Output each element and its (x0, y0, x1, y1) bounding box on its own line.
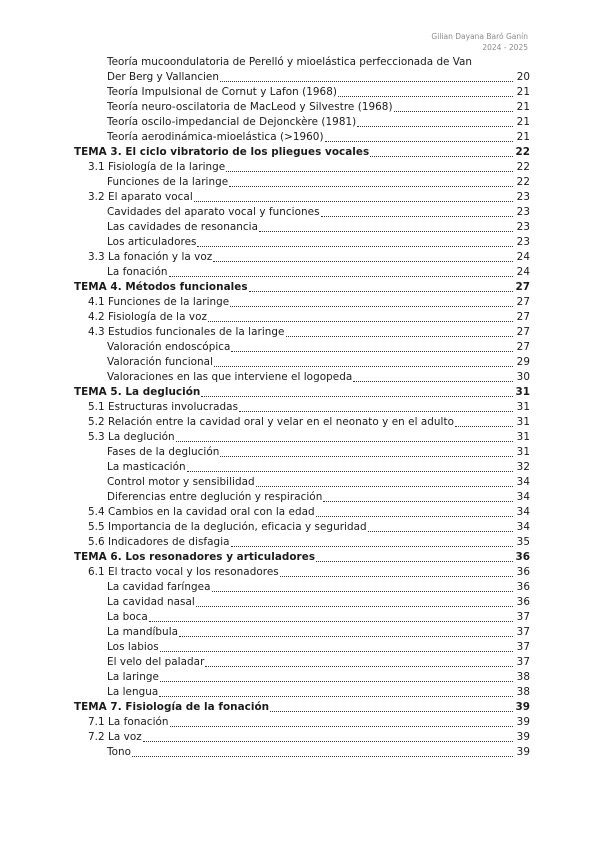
toc-entry-page: 31 (515, 386, 530, 398)
dot-leader (220, 456, 513, 457)
toc-entry-page: 34 (516, 476, 530, 488)
toc-subsection-entry[interactable] (74, 130, 530, 145)
toc-entry-page: 27 (516, 311, 530, 323)
toc-entry-page: 38 (516, 671, 530, 683)
toc-entry-label: Los labios (107, 641, 159, 653)
toc-subsection-entry[interactable] (74, 460, 530, 475)
dot-leader (280, 576, 513, 577)
dot-leader (370, 156, 513, 157)
toc-entry-label: 6.1 El tracto vocal y los resonadores (88, 566, 279, 578)
author-name: Gilian Dayana Baró Ganín (431, 32, 528, 41)
toc-entry-page: 21 (516, 86, 530, 98)
toc-entry-label: TEMA 7. Fisiología de la fonación (74, 701, 270, 713)
dot-leader (194, 201, 513, 202)
toc-entry-label: Teoría neuro-oscilatoria de MacLeod y Silvestre (1968) (107, 101, 393, 113)
dot-leader (196, 606, 513, 607)
dot-leader (231, 546, 513, 547)
dot-leader (338, 96, 513, 97)
toc-section-entry[interactable] (74, 325, 530, 340)
toc-subsection-entry[interactable] (74, 625, 530, 640)
dot-leader (325, 141, 513, 142)
toc-entry-label: 7.1 La fonación (88, 716, 169, 728)
toc-entry-page: 36 (516, 596, 530, 608)
dot-leader (357, 126, 513, 127)
dot-leader (368, 531, 513, 532)
toc-section-entry[interactable] (74, 310, 530, 325)
toc-entry-page: 31 (516, 446, 530, 458)
toc-entry-label: La cavidad nasal (107, 596, 195, 608)
toc-subsection-entry[interactable] (74, 685, 530, 700)
toc-section-entry[interactable] (74, 295, 530, 310)
toc-entry-page: 21 (516, 101, 530, 113)
toc-entry-label: 7.2 La voz (88, 731, 142, 743)
toc-entry-label: 5.6 Indicadores de disfagia (88, 536, 230, 548)
toc-section-entry[interactable] (74, 160, 530, 175)
toc-entry-label: Funciones de la laringe (107, 176, 229, 188)
dot-leader (170, 726, 513, 727)
dot-leader (353, 381, 513, 382)
toc-entry-label: Teoría aerodinámica-mioelástica (>1960) (107, 131, 324, 143)
toc-subsection-entry[interactable] (74, 175, 530, 190)
toc-section-entry[interactable] (74, 730, 530, 745)
toc-entry-label: 5.1 Estructuras involucradas (88, 401, 239, 413)
toc-entry-label: Fases de la deglución (107, 446, 220, 458)
toc-entry-label: Teoría oscilo-impedancial de Dejonckère (1981) (107, 116, 357, 128)
toc-entry-label: Valoración endoscópica (107, 341, 231, 353)
toc-entry-label: 4.3 Estudios funcionales de la laringe (88, 326, 285, 338)
toc-subsection-entry[interactable] (74, 205, 530, 220)
toc-entry-label: El velo del paladar (107, 656, 205, 668)
dot-leader (220, 81, 513, 82)
dot-leader (226, 171, 513, 172)
toc-entry-page: 23 (516, 191, 530, 203)
toc-section-entry[interactable] (74, 535, 530, 550)
toc-chapter-entry[interactable] (74, 385, 530, 400)
toc-entry-label: TEMA 3. El ciclo vibratorio de los pliegues vocales (74, 146, 370, 158)
toc-entry-page: 22 (515, 146, 530, 158)
toc-entry-page: 36 (516, 581, 530, 593)
toc-chapter-entry[interactable] (74, 550, 530, 565)
toc-entry-label: Control motor y sensibilidad (107, 476, 255, 488)
toc-entry-page: 27 (516, 296, 530, 308)
toc-subsection-entry[interactable] (74, 265, 530, 280)
toc-chapter-entry[interactable] (74, 700, 530, 715)
dot-leader (230, 306, 513, 307)
academic-year: 2024 - 2025 (482, 43, 528, 52)
toc-entry-page: 34 (516, 521, 530, 533)
dot-leader (394, 111, 513, 112)
toc-chapter-entry[interactable] (74, 280, 530, 295)
dot-leader (259, 231, 513, 232)
dot-leader (212, 591, 513, 592)
dot-leader (270, 711, 513, 712)
toc-entry-label: TEMA 4. Métodos funcionales (74, 281, 248, 293)
toc-entry-page: 31 (516, 401, 530, 413)
toc-entry-page: 21 (516, 116, 530, 128)
toc-entry-page: 31 (516, 416, 530, 428)
dot-leader (179, 636, 513, 637)
toc-entry-label: TEMA 5. La deglución (74, 386, 201, 398)
toc-entry-page: 20 (516, 71, 530, 83)
dot-leader (197, 246, 513, 247)
toc-entry-page: 34 (516, 506, 530, 518)
toc-chapter-entry[interactable] (74, 145, 530, 160)
toc-entry-label: La boca (107, 611, 148, 623)
toc-entry-page: 22 (516, 176, 530, 188)
toc-subsection-entry[interactable] (74, 220, 530, 235)
toc-entry[interactable] (74, 55, 530, 85)
toc-section-entry[interactable] (74, 505, 530, 520)
toc-subsection-entry[interactable] (74, 370, 530, 385)
toc-entry-label: La laringe (107, 671, 159, 683)
dot-leader (249, 291, 513, 292)
toc-subsection-entry[interactable] (74, 745, 530, 760)
toc-section-entry[interactable] (74, 415, 530, 430)
toc-entry-page: 36 (515, 551, 530, 563)
toc-entry-label: La lengua (107, 686, 159, 698)
toc-entry-page: 27 (516, 326, 530, 338)
toc-entry-label: Tono (107, 746, 132, 758)
toc-entry-page: 29 (516, 356, 530, 368)
toc-entry-page: 24 (516, 266, 530, 278)
dot-leader (160, 681, 513, 682)
toc-subsection-entry[interactable] (74, 445, 530, 460)
toc-entry-page: 27 (515, 281, 530, 293)
dot-leader (229, 186, 513, 187)
dot-leader (143, 741, 513, 742)
toc-entry-page: 37 (516, 626, 530, 638)
toc-entry-page: 23 (516, 206, 530, 218)
dot-leader (213, 261, 513, 262)
dot-leader (239, 411, 513, 412)
toc-entry-label-line1: Teoría mucoondulatoria de Perelló y mioelástica perfeccionada de Van (107, 56, 472, 68)
toc-entry-page: 39 (516, 716, 530, 728)
toc-entry-label: Diferencias entre deglución y respiración (107, 491, 323, 503)
toc-entry-label: 3.1 Fisiología de la laringe (88, 161, 226, 173)
toc-subsection-entry[interactable] (74, 85, 530, 100)
toc-entry-page: 22 (516, 161, 530, 173)
dot-leader (160, 651, 513, 652)
dot-leader (316, 561, 513, 562)
toc-entry-label: Teoría Impulsional de Cornut y Lafon (1968) (107, 86, 337, 98)
toc-subsection-entry[interactable] (74, 670, 530, 685)
toc-subsection-entry[interactable] (74, 115, 530, 130)
toc-entry-page: 37 (516, 656, 530, 668)
toc-entry-label: La masticación (107, 461, 186, 473)
toc-entry-page: 30 (516, 371, 530, 383)
dot-leader (214, 366, 513, 367)
toc-entry-page: 37 (516, 611, 530, 623)
dot-leader (132, 756, 513, 757)
toc-entry-page: 23 (516, 221, 530, 233)
toc-entry-page: 37 (516, 641, 530, 653)
toc-entry-page: 31 (516, 431, 530, 443)
toc-entry-label: 4.1 Funciones de la laringe (88, 296, 230, 308)
toc-entry-label: 5.4 Cambios en la cavidad oral con la edad (88, 506, 315, 518)
dot-leader (159, 696, 513, 697)
toc-section-entry[interactable] (74, 715, 530, 730)
toc-section-entry[interactable] (74, 250, 530, 265)
toc-section-entry[interactable] (74, 520, 530, 535)
toc-entry-page: 36 (516, 566, 530, 578)
dot-leader (455, 426, 513, 427)
toc-subsection-entry[interactable] (74, 355, 530, 370)
toc-subsection-entry[interactable] (74, 340, 530, 355)
toc-entry-label-line2: Der Berg y Vallancien (107, 71, 219, 83)
toc-entry-label: Las cavidades de resonancia (107, 221, 259, 233)
dot-leader (321, 216, 513, 217)
table-of-contents (74, 55, 530, 760)
toc-entry-page: 38 (516, 686, 530, 698)
toc-entry-page: 39 (516, 746, 530, 758)
toc-entry-label: 4.2 Fisiología de la voz (88, 311, 207, 323)
toc-entry-label: TEMA 6. Los resonadores y articuladores (74, 551, 316, 563)
toc-entry-page: 39 (516, 731, 530, 743)
toc-entry-label: La fonación (107, 266, 168, 278)
toc-entry-label: Los articuladores (107, 236, 197, 248)
dot-leader (323, 501, 513, 502)
toc-entry-page: 32 (516, 461, 530, 473)
toc-subsection-entry[interactable] (74, 640, 530, 655)
toc-subsection-entry[interactable] (74, 655, 530, 670)
toc-entry-page: 23 (516, 236, 530, 248)
toc-section-entry[interactable] (74, 190, 530, 205)
toc-subsection-entry[interactable] (74, 490, 530, 505)
toc-section-entry[interactable] (74, 400, 530, 415)
toc-entry-label: 5.5 Importancia de la deglución, eficacia y seguridad (88, 521, 367, 533)
page-header (431, 31, 528, 53)
toc-entry-label: 3.2 El aparato vocal (88, 191, 193, 203)
toc-entry-label: Valoración funcional (107, 356, 214, 368)
toc-entry-page: 39 (515, 701, 530, 713)
dot-leader (176, 441, 513, 442)
dot-leader (187, 471, 513, 472)
dot-leader (205, 666, 513, 667)
toc-entry-label: 5.3 La deglución (88, 431, 175, 443)
toc-entry-label: Valoraciones en las que interviene el logopeda (107, 371, 353, 383)
dot-leader (149, 621, 513, 622)
toc-subsection-entry[interactable] (74, 580, 530, 595)
toc-entry-page: 27 (516, 341, 530, 353)
toc-entry-label: Cavidades del aparato vocal y funciones (107, 206, 320, 218)
toc-entry-page: 24 (516, 251, 530, 263)
toc-entry-label: 3.3 La fonación y la voz (88, 251, 213, 263)
toc-list (74, 85, 530, 760)
toc-section-entry[interactable] (74, 430, 530, 445)
toc-entry-page: 21 (516, 131, 530, 143)
toc-entry-page: 35 (516, 536, 530, 548)
dot-leader (208, 321, 513, 322)
toc-entry-label: 5.2 Relación entre la cavidad oral y velar en el neonato y en el adulto (88, 416, 455, 428)
toc-section-entry[interactable] (74, 565, 530, 580)
dot-leader (201, 396, 513, 397)
dot-leader (316, 516, 513, 517)
toc-subsection-entry[interactable] (74, 610, 530, 625)
toc-subsection-entry[interactable] (74, 235, 530, 250)
toc-entry-label: La cavidad faríngea (107, 581, 211, 593)
toc-entry-page: 34 (516, 491, 530, 503)
toc-subsection-entry[interactable] (74, 100, 530, 115)
toc-subsection-entry[interactable] (74, 475, 530, 490)
dot-leader (286, 336, 514, 337)
toc-subsection-entry[interactable] (74, 595, 530, 610)
dot-leader (256, 486, 513, 487)
dot-leader (231, 351, 513, 352)
dot-leader (169, 276, 513, 277)
toc-entry-label: La mandíbula (107, 626, 179, 638)
